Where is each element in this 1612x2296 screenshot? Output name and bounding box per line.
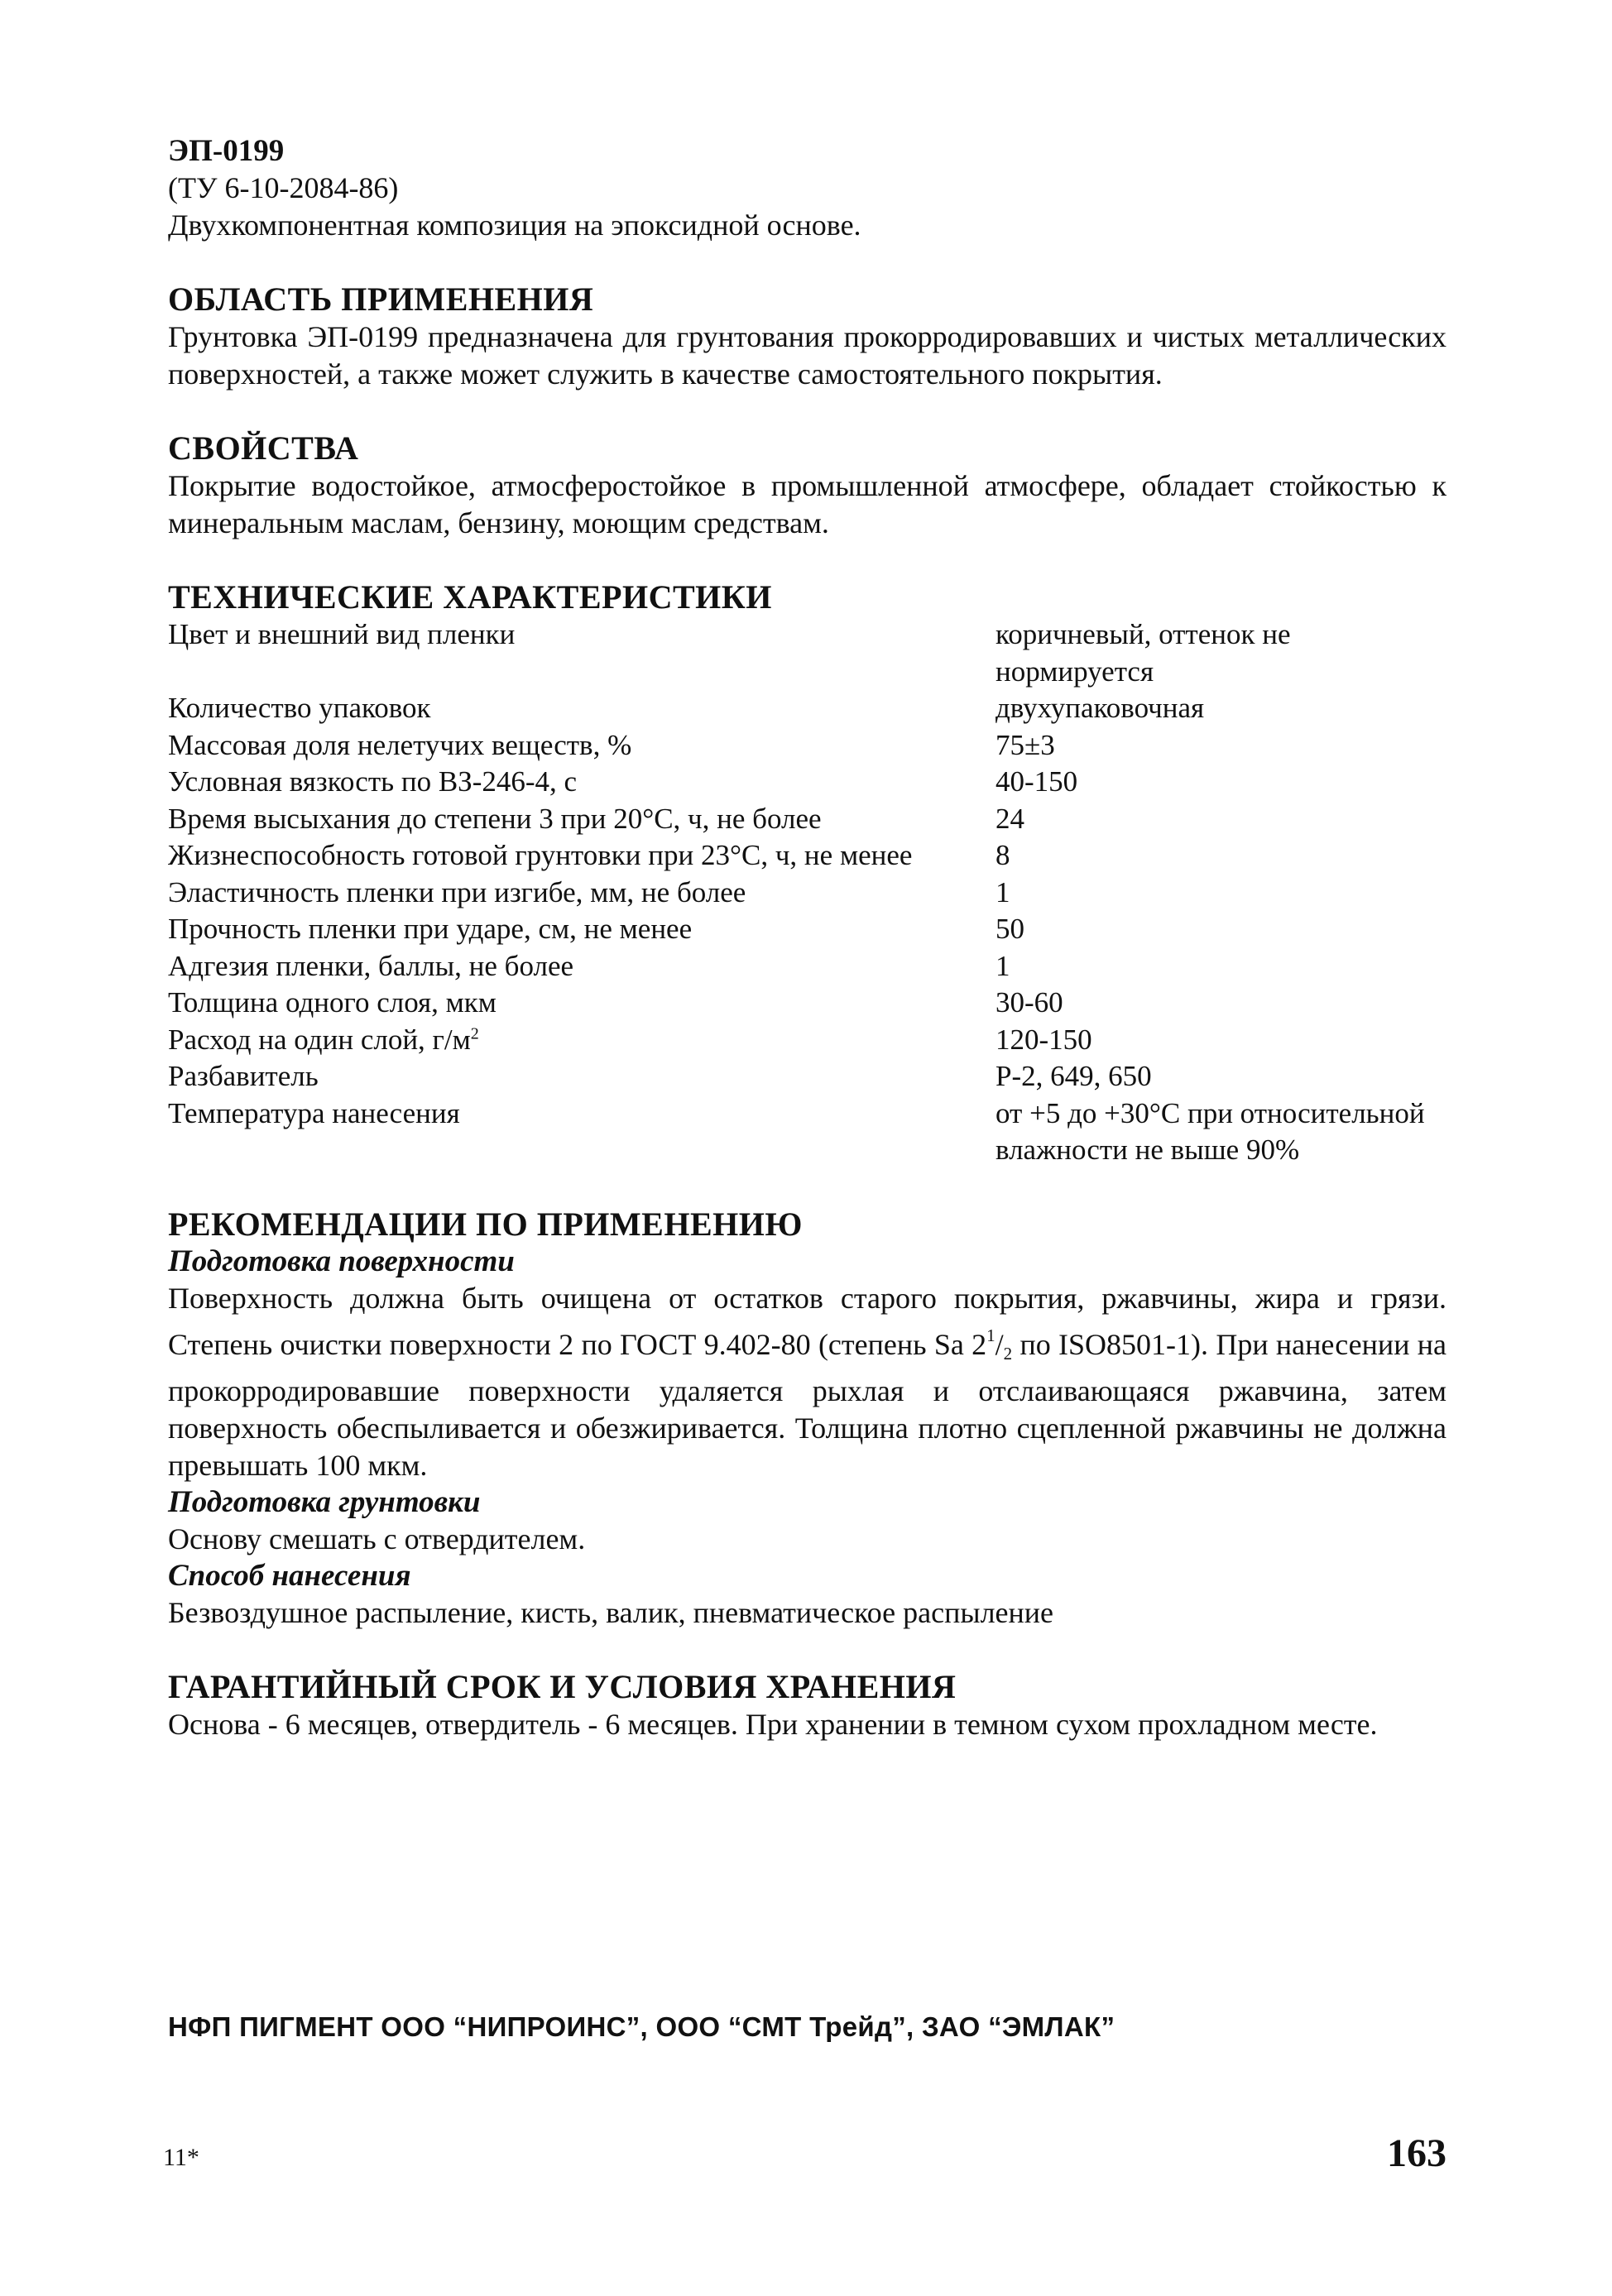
spec-name [168, 985, 996, 1022]
spec-name-text: Толщина одного слоя, мкм [168, 986, 497, 1019]
section-heading-technical: ТЕХНИЧЕСКИЕ ХАРАКТЕРИСТИКИ [168, 578, 772, 616]
product-spec: (ТУ 6-10-2084-86) [168, 171, 399, 204]
spec-row [168, 911, 1446, 948]
spec-name [168, 690, 996, 727]
section-heading-application: ОБЛАСТЬ ПРИМЕНЕНИЯ [168, 280, 594, 318]
spec-name-text: Адгезия пленки, баллы, не более [168, 949, 574, 982]
spec-value: 24 [996, 802, 1024, 835]
spacer [168, 1169, 1446, 1206]
spacer [168, 542, 1446, 578]
spec-row [168, 801, 1446, 838]
spec-row [168, 985, 1446, 1022]
spec-name [168, 1058, 996, 1095]
spec-name [168, 616, 996, 690]
spec-value: 8 [996, 839, 1010, 871]
properties-text: Покрытие водостойкое, атмосферостойкое в промышленной атмосфере, обладает стойкостью к минеральным маслам, бензину, моющим средствам. [168, 469, 1446, 539]
surface-prep-text-part1: Поверхность должна быть очищена от остатков старого покрытия, ржавчины, жира и грязи. Степень очистки поверхности 2 по ГОСТ 9.402-80 (степень Sa 2 [168, 1281, 1446, 1361]
spec-name [168, 764, 996, 801]
spec-name-text: Эластичность пленки при изгибе, мм, не более [168, 875, 746, 908]
spec-name-text: Расход на один слой, г/м [168, 1023, 471, 1056]
spec-name [168, 801, 996, 838]
spec-name-text: Цвет и внешний вид пленки [168, 618, 516, 650]
spec-name-superscript: 2 [470, 1023, 479, 1043]
fraction-numerator: 1 [986, 1325, 996, 1345]
spec-value: 75±3 [996, 728, 1055, 761]
page-number: 163 [1387, 2131, 1446, 2175]
spec-name [168, 948, 996, 985]
spec-row [168, 764, 1446, 801]
spec-row [168, 875, 1446, 912]
spec-row [168, 727, 1446, 765]
section-heading-storage: ГАРАНТИЙНЫЙ СРОК И УСЛОВИЯ ХРАНЕНИЯ [168, 1667, 957, 1705]
spec-row [168, 1095, 1446, 1169]
subheading-surface-prep: Подготовка поверхности [168, 1244, 515, 1278]
spec-name-text: Массовая доля нелетучих веществ, % [168, 728, 632, 761]
storage-text: Основа - 6 месяцев, отвердитель - 6 месяцев. При хранении в темном сухом прохладном месте. [168, 1707, 1378, 1741]
subheading-application-method: Способ нанесения [168, 1558, 411, 1593]
spec-row [168, 1022, 1446, 1059]
section-heading-recommendations: РЕКОМЕНДАЦИИ ПО ПРИМЕНЕНИЮ [168, 1205, 803, 1243]
primer-prep-text: Основу смешать с отвердителем. [168, 1522, 586, 1555]
technical-table-body [168, 616, 1446, 1169]
spec-row [168, 690, 1446, 727]
spec-name-text: Количество упаковок [168, 692, 431, 724]
spec-value: коричневый, оттенок не нормируется [996, 618, 1291, 688]
spacer [168, 1632, 1446, 1668]
spec-value: 30-60 [996, 986, 1063, 1019]
fraction-denominator: 2 [1003, 1343, 1013, 1364]
spec-name-text: Прочность пленки при ударе, см, не менее [168, 913, 693, 945]
spec-name-text: Разбавитель [168, 1060, 319, 1092]
spacer [168, 393, 1446, 429]
spec-name-text: Время высыхания до степени 3 при 20°С, ч, не более [168, 802, 822, 835]
application-text: Грунтовка ЭП-0199 предназначена для грунтования прокорродировавших и чистых металлических поверхностей, а также может служить в качестве самостоятельного покрытия. [168, 320, 1446, 391]
spec-name [168, 1095, 996, 1169]
surface-prep-text [168, 1280, 1446, 1484]
spec-row [168, 837, 1446, 875]
fraction-one-half: $^1$/2 [986, 1325, 1013, 1364]
spec-value: двухупаковочная [996, 692, 1205, 724]
surface-prep-text-part2: по ISO8501-1). При нанесении на прокорродировавшие поверхности удаляется рыхлая и отслаивающаяся ржавчина, затем поверхность обеспыливается и обезжиривается. Толщина плотно сцепленной ржавчины не должна превышать 100 мкм. [168, 1327, 1446, 1482]
spec-name-text: Условная вязкость по ВЗ-246-4, с [168, 765, 578, 798]
spacer [168, 244, 1446, 280]
spec-name-text: Жизнеспособность готовой грунтовки при 23°С, ч, не менее [168, 839, 913, 871]
spec-value: 1 [996, 875, 1010, 908]
manufacturers-line: НФП ПИГМЕНТ ООО “НИПРОИНС”, ООО “СМТ Трейд”, ЗАО “ЭМЛАК” [168, 2011, 1115, 2042]
technical-table [168, 616, 1446, 1169]
spec-value: Р-2, 649, 650 [996, 1060, 1152, 1092]
spec-value: от +5 до +30°С при относительной влажности не выше 90% [996, 1096, 1425, 1166]
spec-value: 1 [996, 949, 1010, 982]
spec-value: 120-150 [996, 1023, 1092, 1056]
subheading-primer-prep: Подготовка грунтовки [168, 1484, 481, 1519]
page-content [168, 132, 1446, 1743]
spec-row [168, 1058, 1446, 1095]
spec-name-text: Температура нанесения [168, 1096, 460, 1129]
spec-name [168, 837, 996, 875]
spec-row [168, 948, 1446, 985]
product-description: Двухкомпонентная композиция на эпоксидной основе. [168, 209, 861, 242]
application-method-text: Безвоздушное распыление, кисть, валик, пневматическое распыление [168, 1595, 1054, 1629]
section-heading-properties: СВОЙСТВА [168, 429, 359, 467]
spec-row [168, 616, 1446, 690]
spec-name [168, 875, 996, 912]
spec-name [168, 727, 996, 765]
spec-name [168, 911, 996, 948]
spec-name [168, 1022, 996, 1059]
spec-value: 50 [996, 913, 1024, 945]
printer-signature: 11* [163, 2144, 199, 2171]
product-name: ЭП-0199 [168, 134, 285, 168]
spec-value: 40-150 [996, 765, 1078, 798]
